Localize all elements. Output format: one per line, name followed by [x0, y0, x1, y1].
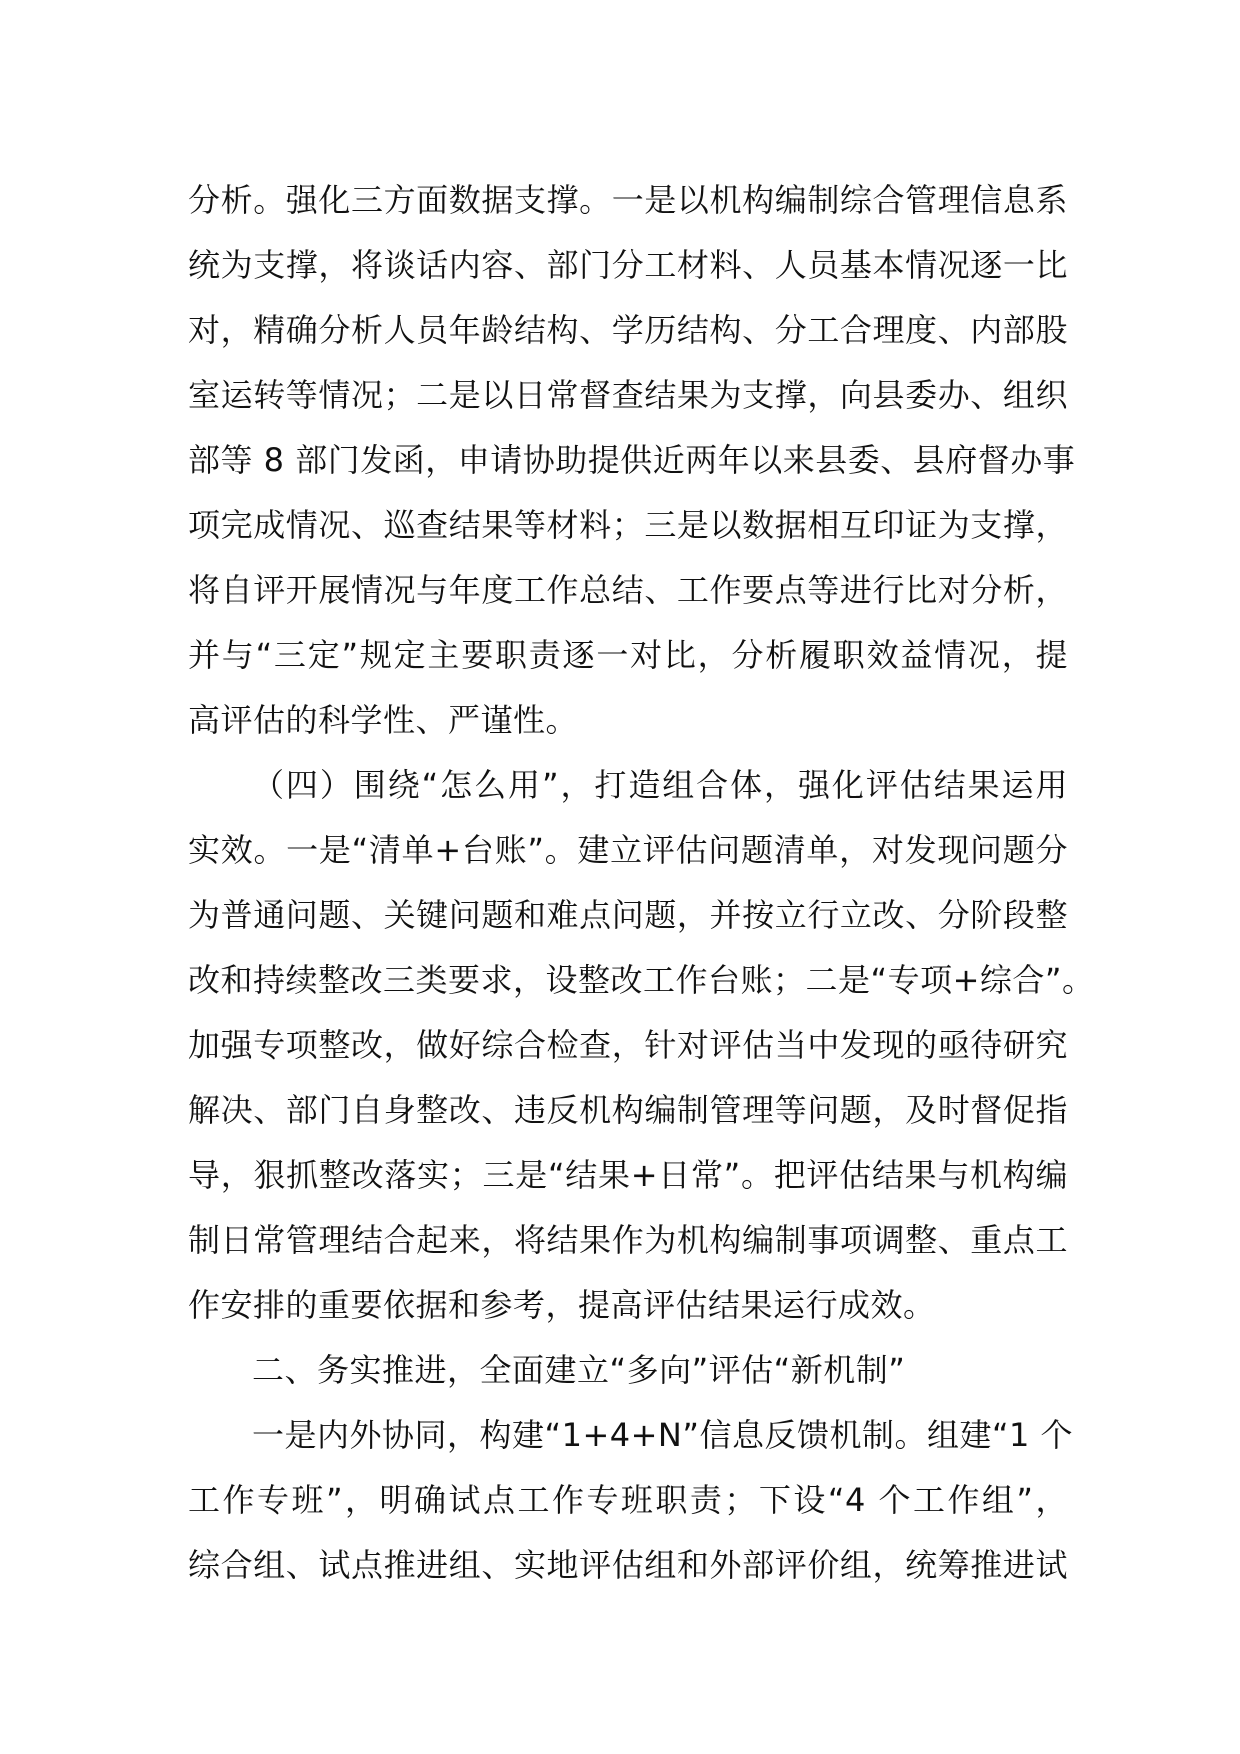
text-line: 作安排的重要依据和参考，提高评估结果运行成效。: [188, 1286, 936, 1324]
text-line: 将自评开展情况与年度工作总结、工作要点等进行比对分析，: [188, 571, 1068, 609]
document-body: [188, 168, 1095, 1598]
text-line: 为普通问题、关键问题和难点问题，并按立行立改、分阶段整: [188, 896, 1068, 934]
text-line: 改和持续整改三类要求，设整改工作台账；二是“专项+综合”。: [188, 961, 1095, 999]
text-line: 统为支撑，将谈话内容、部门分工材料、人员基本情况逐一比: [188, 246, 1068, 284]
text-line: 对，精确分析人员年龄结构、学历结构、分工合理度、内部股: [188, 311, 1068, 349]
paragraph-start-line: 一是内外协同，构建“1+4+N”信息反馈机制。组建“1 个: [252, 1416, 1074, 1454]
text-line: 项完成情况、巡查结果等材料；三是以数据相互印证为支撑，: [188, 506, 1068, 544]
text-line: 室运转等情况；二是以日常督查结果为支撑，向县委办、组织: [188, 376, 1068, 414]
text-line: 加强专项整改，做好综合检查，针对评估当中发现的亟待研究: [188, 1026, 1068, 1064]
text-line: 导，狠抓整改落实；三是“结果+日常”。把评估结果与机构编: [188, 1156, 1068, 1194]
section-heading-line: （四）围绕“怎么用”，打造组合体，强化评估结果运用: [252, 766, 1068, 804]
text-line: 解决、部门自身整改、违反机构编制管理等问题，及时督促指: [188, 1091, 1068, 1129]
text-line: 实效。一是“清单+台账”。建立评估问题清单，对发现问题分: [188, 831, 1068, 869]
text-line: 分析。强化三方面数据支撑。一是以机构编制综合管理信息系: [188, 181, 1068, 219]
text-line: 工作专班”，明确试点工作专班职责；下设“4 个工作组”，: [188, 1481, 1068, 1519]
section-heading-line: 二、务实推进，全面建立“多向”评估“新机制”: [252, 1351, 906, 1389]
text-line: 综合组、试点推进组、实地评估组和外部评价组，统筹推进试: [188, 1546, 1068, 1584]
text-line: 部等 8 部门发函，申请协助提供近两年以来县委、县府督办事: [188, 441, 1076, 479]
text-line: 制日常管理结合起来，将结果作为机构编制事项调整、重点工: [188, 1221, 1068, 1259]
text-line: 高评估的科学性、严谨性。: [188, 701, 579, 739]
text-line: 并与“三定”规定主要职责逐一对比，分析履职效益情况，提: [188, 636, 1068, 674]
